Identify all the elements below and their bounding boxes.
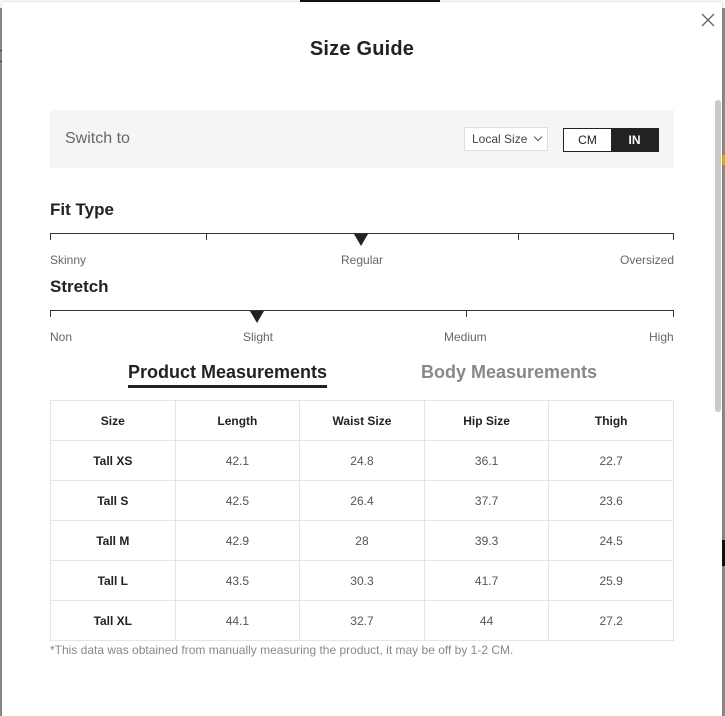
column-header: Thigh: [549, 401, 674, 441]
measurement-tabs: [2, 362, 722, 392]
table-header-row: [51, 401, 674, 441]
measurements-table: [50, 400, 674, 641]
table-row: [51, 441, 674, 481]
chevron-down-icon: [534, 133, 542, 141]
table-cell: 44.1: [175, 601, 300, 641]
table-cell: Tall M: [51, 521, 176, 561]
fit-label-oversized: Oversized: [620, 253, 675, 267]
table-cell: 39.3: [424, 521, 549, 561]
unit-in-button[interactable]: IN: [611, 129, 658, 151]
column-header: Hip Size: [424, 401, 549, 441]
measurement-disclaimer: *This data was obtained from manually measuring the product, it may be off by 1-2 CM.: [50, 643, 514, 657]
stretch-label-medium: Medium: [444, 330, 487, 344]
table-cell: 42.5: [175, 481, 300, 521]
table-row: [51, 481, 674, 521]
fit-label-skinny: Skinny: [50, 253, 87, 267]
unit-cm-button[interactable]: CM: [564, 129, 611, 151]
table-cell: 22.7: [549, 441, 674, 481]
stretch-marker: [250, 311, 264, 323]
table-cell: Tall L: [51, 561, 176, 601]
table-cell: 42.9: [175, 521, 300, 561]
unit-toggle: [563, 128, 659, 152]
scale-tick: [466, 310, 467, 317]
table-cell: 26.4: [300, 481, 425, 521]
local-size-label: Local Size: [472, 132, 528, 146]
table-row: [51, 521, 674, 561]
stretch-label-high: High: [649, 330, 674, 344]
table-cell: 37.7: [424, 481, 549, 521]
stretch-label-non: Non: [50, 330, 73, 344]
table-cell: 32.7: [300, 601, 425, 641]
table-cell: Tall XS: [51, 441, 176, 481]
column-header: Waist Size: [300, 401, 425, 441]
table-cell: 41.7: [424, 561, 549, 601]
fit-label-regular: Regular: [341, 253, 384, 267]
modal-title: Size Guide: [309, 38, 415, 60]
table-cell: 28: [300, 521, 425, 561]
column-header: Length: [175, 401, 300, 441]
table-cell: Tall XL: [51, 601, 176, 641]
fit-type-marker: [354, 234, 368, 246]
scale-tick: [518, 233, 519, 240]
stretch-label-slight: Slight: [243, 330, 274, 344]
table-cell: Tall S: [51, 481, 176, 521]
table-cell: 36.1: [424, 441, 549, 481]
table-cell: 23.6: [549, 481, 674, 521]
stretch-scale: [50, 310, 674, 317]
table-cell: 24.8: [300, 441, 425, 481]
table-cell: 24.5: [549, 521, 674, 561]
stretch-title: Stretch: [50, 277, 109, 296]
close-icon[interactable]: [699, 11, 717, 29]
tab-body-measurements[interactable]: Body Measurements: [421, 362, 598, 382]
table-cell: 43.5: [175, 561, 300, 601]
scale-tick: [206, 233, 207, 240]
table-cell: 30.3: [300, 561, 425, 601]
table-cell: 44: [424, 601, 549, 641]
local-size-dropdown[interactable]: [464, 127, 548, 151]
table-cell: 25.9: [549, 561, 674, 601]
table-cell: 27.2: [549, 601, 674, 641]
column-header: Size: [51, 401, 176, 441]
switch-label: Switch to: [65, 130, 130, 147]
unit-switch-panel: [50, 110, 674, 168]
table-row: [51, 561, 674, 601]
tab-product-measurements[interactable]: Product Measurements: [128, 362, 327, 388]
size-guide-modal: [2, 2, 722, 716]
table-row: [51, 601, 674, 641]
table-cell: 42.1: [175, 441, 300, 481]
fit-type-title: Fit Type: [50, 200, 114, 219]
